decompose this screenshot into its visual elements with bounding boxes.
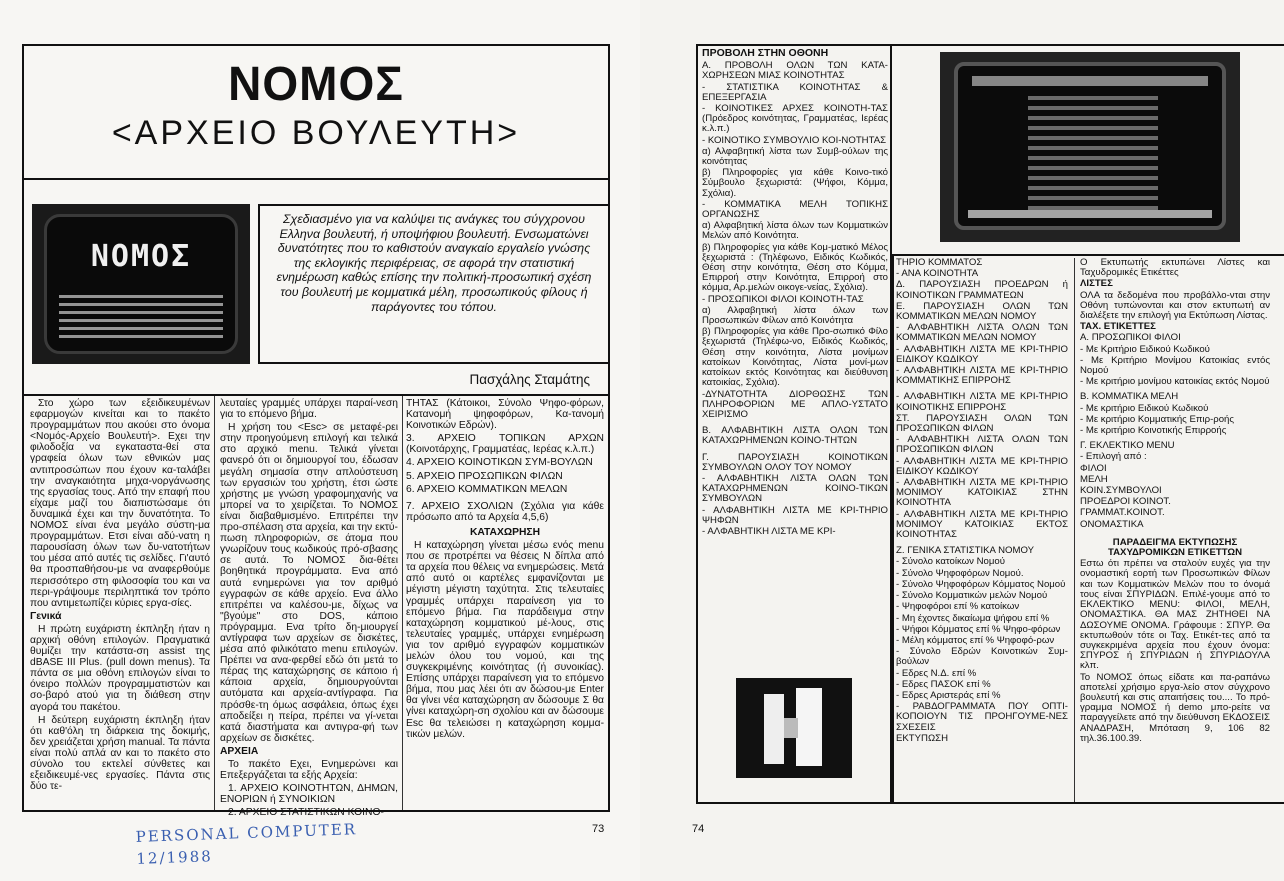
list-item: 6. ΑΡΧΕΙΟ ΚΟΜΜΑΤΙΚΩΝ ΜΕΛΩΝ — [406, 483, 568, 495]
handwritten-note — [135, 818, 358, 870]
list-item: Α. ΠΡΟΒΟΛΗ ΟΛΩΝ ΤΩΝ ΚΑΤΑ-ΧΩΡΗΣΕΩΝ ΜΙΑΣ ΚΟΙΝΟΤΗΤΑΣ — [702, 60, 888, 82]
list-item: - ΑΛΦΑΒΗΤΙΚΗ ΛΙΣΤΑ ΟΛΩΝ ΤΩΝ ΚΟΜΜΑΤΙΚΩΝ ΜΕΛΩΝ ΝΟΜΟΥ — [896, 322, 1068, 344]
right-column-3 — [1080, 258, 1270, 798]
paragraph: Το πακέτο Εχει, Ενημερώνει και Επεξεργάζεται τα εξής Αρχεία: — [220, 759, 398, 782]
list-item: - Εδρες Αριστεράς επί % — [896, 689, 1001, 701]
list-item: ΟΝΟΜΑΣΤΙΚΑ — [1080, 518, 1144, 530]
list-item: - Ψηφοφόροι επί % κατοίκων — [896, 601, 1020, 613]
list-item: - ΑΛΦΑΒΗΤΙΚΗ ΛΙΣΤΑ ΜΕ ΚΡΙ-ΤΗΡΙΟ ΚΟΜΜΑΤΙΚΗΣ ΕΠΙΡΡΟΗΣ — [896, 365, 1068, 387]
author-byline: Πασχάλης Σταμάτης — [469, 372, 590, 387]
intro-box: Σχεδιασμένο για να καλύψει τις ανάγκες του σύγχρονου Ελληνα βουλευτή, ή υποψήφιου βουλευτή. Ενσωματώνει δυνατότητες που το καθιστούν αναγκαίο εργαλείο γνώσης της εκλογικής περιφέρειας, σε αφορά την στατιστική ενημέρωση καθώς επίσης την πολιτική-προσωπική σχέση του βουλευτή με κομματικά μέλη, προσωπικούς φίλους ή παράγοντες του τόπου. — [258, 204, 610, 364]
list-item: - ΡΑΒΔΟΓΡΑΜΜΑΤΑ ΠΟΥ ΟΠΤΙ-ΚΟΠΟΙΟΥΝ ΤΙΣ ΠΡΟΗΓΟΥΜΕ-ΝΕΣ ΣΧΕΣΕΙΣ — [896, 701, 1068, 733]
left-column-2 — [220, 398, 398, 819]
byline-divider — [22, 394, 610, 396]
list-item: β) Πληροφορίες για κάθε Προ-σωπικό Φίλο ξεχωριστά (Τηλέφω-νο, Ειδικός Κωδικός, Θέση στην κοινότητα, Λίστα μονίμων κατοίκων Κοινότητας, Λίστα μονί-μων κατοίκων εκτός Κοινότητας και διεύθυνση κατοικίας, Σχόλια). — [702, 326, 888, 389]
list-item: - ΑΝΑ ΚΟΙΝΟΤΗΤΑ — [896, 268, 979, 280]
list-item: - Σύνολο Εδρών Κοινοτικών Συμ-βούλων — [896, 646, 1068, 668]
list-item: - ΚΟΜΜΑΤΙΚΑ ΜΕΛΗ ΤΟΠΙΚΗΣ ΟΡΓΑΝΩΣΗΣ — [702, 198, 888, 221]
list-item: ΣΤ. ΠΑΡΟΥΣΙΑΣΗ ΟΛΩΝ ΤΩΝ ΠΡΟΣΩΠΙΚΩΝ ΦΙΛΩΝ — [896, 412, 1068, 435]
section-heading: ΠΑΡΑΔΕΙΓΜΑ ΕΚΤΥΠΩΣΗΣ ΤΑΧΥΔΡΟΜΙΚΩΝ ΕΤΙΚΕΤΤΩΝ — [1107, 536, 1243, 559]
list-item: ΦΙΛΟΙ — [1080, 462, 1107, 474]
handwritten-line: 12/1988 — [136, 847, 214, 868]
list-item: - ΑΛΦΑΒΗΤΙΚΗ ΛΙΣΤΑ ΜΕ ΚΡΙ-ΤΗΡΙΟ ΕΙΔΙΚΟΥ ΚΩΔΙΚΟΥ — [896, 343, 1068, 365]
right-column-2 — [896, 258, 1068, 798]
list-item: - Μη έχοντες δικαίωμα ψήφου επί % — [896, 612, 1050, 624]
list-item: ΜΕΛΗ — [1080, 473, 1108, 485]
list-item: - Εδρες Ν.Δ. επί % — [896, 667, 977, 679]
list-item: Β. ΚΟΜΜΑΤΙΚΑ ΜΕΛΗ — [1080, 391, 1179, 403]
list-item: - Εδρες ΠΑΣΟΚ επί % — [896, 678, 991, 690]
list-item: Ζ. ΓΕΝΙΚΑ ΣΤΑΤΙΣΤΙΚΑ ΝΟΜΟΥ — [896, 545, 1035, 557]
section-heading: ΛΙΣΤΕΣ — [1080, 278, 1113, 290]
list-item: - Επιλογή από : — [1080, 451, 1147, 463]
list-item: - ΑΛΦΑΒΗΤΙΚΗ ΛΙΣΤΑ ΟΛΩΝ ΤΩΝ ΚΑΤΑΧΩΡΗΜΕΝΩΝ ΚΟΙΝΟ-ΤΙΚΩΝ ΣΥΜΒΟΥΛΩΝ — [702, 472, 888, 505]
list-item: - Ψήφοι Κόμματος επί % Ψηφο-φόρων — [896, 623, 1061, 635]
list-item: - Με κριτήριο Κομματικής Επιρ-ροής — [1080, 413, 1235, 425]
paragraph: Η καταχώρηση γίνεται μέσω ενός menu που σε προτρέπει να θέσεις Ν δίπλα από τα αρχεία που θέλεις να ενημερώσεις. Μετά από αυτό οι καρτέλες εμφανίζονται με μέγιστη μέγιστη ταχύτητα. Στις τελευταίες γραμμές υπάρχει παραίνεση για το επόμενο βήμα. Για παράδειγμα στην καταχώρηση κομματικού μέ-λους, στις τελευταίες γραμμές, υπάρχει ενημέρωση για τον αριθμό εγγραφών κομματικών μελών όλου του νομού, και της συγκεκριμένης κοινότητας (ή συνοικίας). Επίσης υπάρχει παραίνεση για το επόμενο βήμα, που μας λέει ότι αν δώσου-με Enter θα γίνει νέα καταχώρηση αν δώσουμε Σ θα γίνει καταχώρη-ση σχολίου και αν δώσουμε Esc θα τελειώσει η καταχώρηση κομμα-τικών μελών. — [406, 540, 604, 740]
article-title: ΝΟΜΟΣ — [228, 55, 404, 111]
paragraph: Η δεύτερη ευχάριστη έκπληξη ήταν ότι καθ'όλη τη διάρκεια της δοκιμής, δεν χρειάζεται χρήση manual. Τα πάντα είναι πολύ απλά αν και το πακέτο στο σύνολο του εκτελεί σύνθετες και εξειδικευμέ-νες εργασίες. Πάντα στις δύο τε- — [30, 714, 210, 793]
list-item: - Σύνολο κατοίκων Νομού — [896, 556, 1005, 568]
list-item: - Μέλη κόμματος επί % Ψηφοφό-ρων — [896, 634, 1055, 646]
screen-logo: ΝΟΜΟΣ — [90, 239, 192, 274]
list-item: α) Αλφαβητική λίστα των Συμβ-ούλων της κοινότητας — [702, 145, 888, 168]
right-column-1 — [702, 48, 888, 658]
bar-chart-photo — [736, 678, 852, 778]
list-item: Ε. ΠΑΡΟΥΣΙΑΣΗ ΟΛΩΝ ΤΩΝ ΚΟΜΜΑΤΙΚΩΝ ΜΕΛΩΝ ΝΟΜΟΥ — [896, 300, 1068, 323]
screen-text-lines — [59, 295, 223, 343]
list-item: - Σύνολο Ψηφοφόρων Κόμματος Νομού — [896, 578, 1066, 590]
paragraph: ΟΛΑ τα δεδομένα που προβάλλο-νται στην Οθόνη τυπώνονται και στον εκτυπωτή αν διαλέξετε την επιλογή για Εκτύπωση Λίστας. — [1080, 289, 1270, 322]
list-item: - ΚΟΙΝΟΤΙΚΕΣ ΑΡΧΕΣ ΚΟΙΝΟΤΗ-ΤΑΣ (Πρόεδρος κοινότητας, Γραμματέας, Ιερέας κ.λ.π.) — [702, 103, 888, 135]
list-item: Β. ΑΛΦΑΒΗΤΙΚΗ ΛΙΣΤΑ ΟΛΩΝ ΤΩΝ ΚΑΤΑΧΩΡΗΜΕΝΩΝ ΚΟΙΝΟ-ΤΗΤΩΝ — [702, 425, 888, 447]
list-item: - ΑΛΦΑΒΗΤΙΚΗ ΛΙΣΤΑ ΜΕ ΚΡΙ- — [702, 525, 836, 537]
list-item: Γ. ΠΑΡΟΥΣΙΑΣΗ ΚΟΙΝΟΤΙΚΩΝ ΣΥΜΒΟΥΛΩΝ ΟΛΟΥ ΤΟΥ ΝΟΜΟΥ — [702, 451, 888, 473]
list-item: -ΔΥΝΑΤΟΤΗΤΑ ΔΙΟΡΘΩΣΗΣ ΤΩΝ ΠΛΗΡΟΦΟΡΙΩΝ ΜΕ ΑΠΛΟ-ΥΣΤΑΤΟ ΧΕΙΡΙΣΜΟ — [702, 388, 888, 420]
list-item: β) Πληροφορίες για κάθε Κοινο-τικό Σύμβουλο ξεχωριστά: (Ψήφοι, Κόμμα, Σχόλια). — [702, 167, 888, 199]
list-item: ΤΗΡΙΟ ΚΟΜΜΑΤΟΣ — [896, 257, 983, 268]
list-item: - Με κριτήριο Ειδικού Κωδικού — [1080, 402, 1209, 414]
handwritten-line: PERSONAL COMPUTER — [135, 820, 358, 846]
list-item: ΕΚΤΥΠΩΣΗ — [896, 732, 949, 744]
list-item: - ΑΛΦΑΒΗΤΙΚΗ ΛΙΣΤΑ ΜΕ ΚΡΙ-ΤΗΡΙΟ ΚΟΙΝΟΤΙΚΗΣ ΕΠΙΡΡΟΗΣ — [896, 391, 1068, 413]
list-item: - Με κριτήριο Κοινοτικής Επιρροής — [1080, 425, 1227, 437]
list-item: α) Αλφαβητική λίστα όλων των Προσωπικών Φίλων από Κοινότητα — [702, 304, 888, 327]
monitor-photo — [32, 204, 250, 364]
section-heading: ΚΑΤΑΧΩΡΗΣΗ — [469, 526, 541, 538]
list-item: - ΑΛΦΑΒΗΤΙΚΗ ΛΙΣΤΑ ΟΛΩΝ ΤΩΝ ΠΡΟΣΩΠΙΚΩΝ ΦΙΛΩΝ — [896, 434, 1068, 456]
list-item: - ΑΛΦΑΒΗΤΙΚΗ ΛΙΣΤΑ ΜΕ ΚΡΙ-ΤΗΡΙΟ ΕΙΔΙΚΟΥ ΚΩΔΙΚΟΥ — [896, 455, 1068, 477]
list-item: ΤΗΤΑΣ (Κάτοικοι, Σύνολο Ψηφο-φόρων, Κατανομή ψηφοφόρων, Κα-τανομή Κοινοτικών Εδρών). — [406, 398, 604, 432]
list-item: 4. ΑΡΧΕΙΟ ΚΟΙΝΟΤΙΚΩΝ ΣΥΜ-ΒΟΥΛΩΝ — [406, 457, 593, 469]
left-column-3 — [406, 398, 604, 808]
paragraph: Η χρήση του <Esc> σε μεταφέ-ρει στην προηγούμενη επιλογή και τελικά στο αρχικό menu. Τελικά γίνεται φανερό ότι οι δημιουργοί του, έδωσαν μεγάλη σημασία στην απλούστευση των εργασιών του χρήστη, έτσι ώστε χρήστης με γνώση γραφομηχανής να μπορεί να το χειρίζεται. Το ΝΟΜΟΣ είναι διαβαθμισμένο. Επιτρέπει την προ-σπέλαση στα αρχεία, και την εκτύ-πωση πληροφοριών, σε άτομα που γνωρίζουν τους κωδικούς πρό-σβασης σε αυτά. Το ΝΟΜΟΣ δια-θέτει βοηθητικά προγράμματα. Ενα από αυτά ενημερώνει για τον αριθμό εγγραφών σε κάθε αρχείο. Ενα άλλο επιτρέπει να καλέσου-με, δίχως να "βγούμε" στο DOS, κάποιο πρόγραμμα. Ενα τρίτο δη-μιουργεί αντίγραφα των αρχείων σε δισκέτες, μέσα από φιλικότατο menu επιλογών. Πρέπει να ανα-φερθεί εδώ ότι μετά το πέρας της καταχώρησης σε κάποιο ή κάποια αρχεία, δημιουργούνται αυτόματα και αρχεία-αντίγραφα. Για πρόσθε-τη όμως ασφάλεια, όπως έχει αποδείξει η πείρα, πρέπει να γί-νεται κατά διαστήματα και αντιγρα-φή των αρχείων σε δισκέτες. — [220, 422, 398, 744]
monitor-screen — [954, 62, 1226, 230]
right-page — [640, 0, 1280, 881]
paragraph: Η πρώτη ευχάριστη έκπληξη ήταν η αρχική οθόνη επιλογών. Πραγματικά θυμίζει την κατάστα-ση assist της dBASE III Plus. (pull down menus). Τα πάντα σε μια οθόνη επιλογών είναι το όνειρο πολλών προγραμματιστών και σο-βαρό ατού για τη διάθεση στην αγορά του πακέτου. — [30, 623, 210, 713]
article-subtitle: <ΑΡΧΕΙΟ ΒΟΥΛΕΥΤΗ> — [111, 114, 521, 152]
list-item: ΠΡΟΕΔΡΟΙ ΚΟΙΝΟΤ. — [1080, 496, 1171, 508]
list-item: - ΣΤΑΤΙΣΤΙΚΑ ΚΟΙΝΟΤΗΤΑΣ & ΕΠΕΞΕΡΓΑΣΙΑ — [702, 81, 888, 103]
list-item: 7. ΑΡΧΕΙΟ ΣΧΟΛΙΩΝ (Σχόλια για κάθε πρόσωπο από τα Αρχεία 4,5,6) — [406, 500, 604, 523]
paragraph: λευταίες γραμμές υπάρχει παραί-νεση για το επόμενο βήμα. — [220, 398, 398, 421]
section-heading: Γενικά — [30, 610, 62, 622]
list-item: Γ. ΕΚΛΕΚΤΙΚΟ MENU — [1080, 440, 1175, 452]
list-item: β) Πληροφορίες για κάθε Κομ-ματικό Μέλος ξεχωριστά : (Τηλέφωνο, Ειδικός Κωδικός, Θέση στην κοινότητα, Θέση στο Κόμμα, Επιρροή στην Κοινότητα, Επιρροή στο κόμμα, Αρ.μελών οικογε-νείας, Σχόλια). — [702, 241, 888, 294]
section-heading: ΑΡΧΕΙΑ — [220, 745, 259, 757]
screen-title-bar — [972, 76, 1208, 86]
paragraph: Ο Εκτυπωτής εκτυπώνει Λίστες και Ταχυδρομικές Ετικέττες — [1080, 257, 1270, 279]
left-page — [0, 0, 640, 881]
monitor-screen — [44, 214, 238, 354]
list-item: ΚΟΙΝ.ΣΥΜΒΟΥΛΟΙ — [1080, 485, 1162, 497]
list-item: 5. ΑΡΧΕΙΟ ΠΡΟΣΩΠΙΚΩΝ ΦΙΛΩΝ — [406, 470, 563, 482]
section-heading: ΤΑΧ. ΕΤΙΚΕΤΤΕΣ — [1080, 321, 1156, 333]
section-heading: ΠΡΟΒΟΛΗ ΣΤΗΝ ΟΘΟΝΗ — [702, 47, 829, 59]
list-item: - ΠΡΟΣΩΠΙΚΟΙ ΦΙΛΟΙ ΚΟΙΝΟΤΗ-ΤΑΣ — [702, 293, 864, 305]
list-item: - ΚΟΙΝΟΤΙΚΟ ΣΥΜΒΟΥΛΙΟ ΚΟΙ-ΝΟΤΗΤΑΣ — [702, 134, 887, 146]
screen-menu-photo — [940, 52, 1240, 242]
list-item: 2. ΑΡΧΕΙΟ ΣΤΑΤΙΣΤΙΚΩΝ ΚΟΙΝΟ- — [228, 807, 384, 819]
list-item: - ΑΛΦΑΒΗΤΙΚΗ ΛΙΣΤΑ ΜΕ ΚΡΙ-ΤΗΡΙΟ ΜΟΝΙΜΟΥ ΚΑΤΟΙΚΙΑΣ ΣΤΗΝ ΚΟΙΝΟΤΗΤΑ — [896, 477, 1068, 509]
list-item: - Με Κριτήριο Μονίμου Κατοικίας εντός Νομού — [1080, 354, 1270, 377]
list-item: α) Αλφαβητική λίστα όλων των Κομματικών Μελών από Κοινότητα. — [702, 220, 888, 242]
page-number: 73 — [592, 823, 605, 835]
column-divider — [402, 396, 403, 810]
list-item: - Σύνολο Ψηφοφόρων Νομού. — [896, 567, 1024, 579]
page-number: 74 — [692, 823, 705, 835]
paragraph: Το ΝΟΜΟΣ όπως είδατε και πα-ραπάνω αποτελεί χρήσιμο εργα-λείο στον σύγχρονο βουλευτή και στις απαιτήσεις του.... Το πρό-γραμμα ΝΟΜΟΣ ή demo μπο-ρείτε να παραγγείλετε από την διεύθυνση ΕΚΔΟΣΕΙΣ ΑΝΑΔΡΑΣΗ, Μπόταση 9, 106 82 τηλ.36.100.39. — [1080, 671, 1270, 744]
list-item: - ΑΛΦΑΒΗΤΙΚΗ ΛΙΣΤΑ ΜΕ ΚΡΙ-ΤΗΡΙΟ ΨΗΦΩΝ — [702, 504, 888, 526]
screen-status-bar — [968, 210, 1212, 218]
screen-menu-lines — [1028, 96, 1158, 216]
list-item: ΓΡΑΜΜΑΤ.ΚΟΙΝΟΤ. — [1080, 507, 1165, 519]
column-divider — [1074, 258, 1075, 802]
column-divider — [214, 396, 215, 810]
title-divider — [22, 178, 610, 180]
list-item: 1. ΑΡΧΕΙΟ ΚΟΙΝΟΤΗΤΩΝ, ΔΗΜΩΝ, ΕΝΟΡΙΩΝ ή ΣΥΝΟΙΚΙΩΝ — [220, 783, 398, 806]
list-item: - ΑΛΦΑΒΗΤΙΚΗ ΛΙΣΤΑ ΜΕ ΚΡΙ-ΤΗΡΙΟ ΜΟΝΙΜΟΥ ΚΑΤΟΙΚΙΑΣ ΕΚΤΟΣ ΚΟΙΝΟΤΗΤΑΣ — [896, 508, 1068, 541]
list-item: Δ. ΠΑΡΟΥΣΙΑΣΗ ΠΡΟΕΔΡΩΝ ή ΚΟΙΝΟΤΙΚΩΝ ΓΡΑΜΜΑΤΕΩΝ — [896, 279, 1068, 301]
list-item: - Με κριτήριο μονίμου κατοικίας εκτός Νομού — [1080, 376, 1270, 388]
paragraph: Εστω ότι πρέπει να σταλούν ευχές για την ονομαστική εορτή των Προσωπικών Φίλων και των Κομματικών Μελών που το όνομά τους είναι ΣΠΥΡΙΔΩΝ. Επιλέ-γουμε από το ΕΚΛΕΚΤΙΚΟ MENU: ΦΙΛΟΙ, ΜΕΛΗ, ΟΝΟΜΑΣΤΙΚΑ. ΘΑ ΜΑΣ ΖΗΤΗΘΕΙ ΝΑ ΔΩΣΟΥΜΕ ΟΝΟΜΑ. Γράφουμε : ΣΠΥΡ. Θα εκτυπωθούν τότε οι Ταχ. Ετικέτ-τες από τα συγκεκριμένα αρχεία που έχουν όνομα: ΣΠΥΡΟΣ ή ΣΠΥΡΙΔΩΝ ή ΣΠΥΡΙΔΟΥΛΑ κλπ. — [1080, 558, 1270, 672]
list-item: - Με Κριτήριο Ειδικού Κωδικού — [1080, 343, 1210, 355]
paragraph: Στο χώρο των εξειδικευμένων εφαρμογών κινείται και το πακέτο προγραμμάτων που ακούει στο όνομα <Νομός-Αρχείο Βουλευτή>. Εχει την φιλοδοξία να εγκαταστα-θεί στα γραφεία όλων των εθνικών μας αντιπροσώπων που έχουν κα-ταλάβει την αναγκαιότητα μηχα-νοργάνωσης της εργασίας τους. Από την επαφή που είχαμε μαζί του διαπιστώσαμε ότι δυναμικά έχει και την δυνατότητα. Το ΝΟΜΟΣ είναι ένα μεγάλο σύστη-μα προγραμμάτων. Ετσι είναι αδύ-νατη η παρουσίαση όλων των δυ-νατοτήτων του μέσα από αυτές τις σελίδες. Γι'αυτό θα προσπαθήσου-με να αναφερθούμε περισσότερο στη φιλοσοφία του και να περι-γράψουμε περιληπτικά τον τρόπο που αντιμετωπίζει κύριες εργα-σίες. — [30, 398, 210, 609]
list-item: Α. ΠΡΟΣΩΠΙΚΟΙ ΦΙΛΟΙ — [1080, 332, 1181, 344]
list-item: - Σύνολο Κομματικών μελών Νομού — [896, 590, 1048, 602]
left-column-1 — [30, 398, 210, 808]
list-item: 3. ΑΡΧΕΙΟ ΤΟΠΙΚΩΝ ΑΡΧΩΝ (Κοινοτάρχης, Γραμματέας, Ιερέας κ.λ.π.) — [406, 433, 604, 456]
